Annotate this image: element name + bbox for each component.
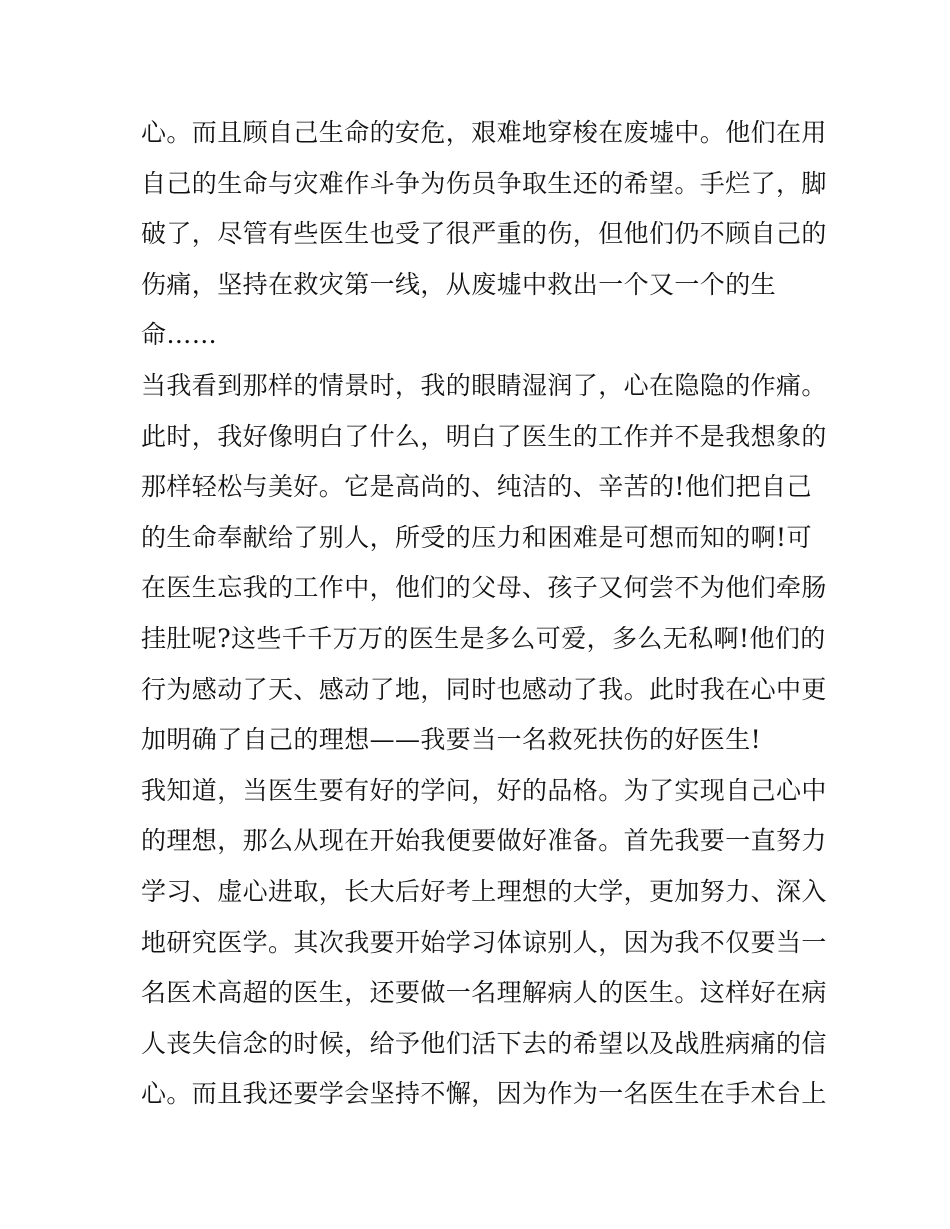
text-line: 学习、虚心进取，长大后好考上理想的大学，更加努力、深入	[141, 876, 827, 906]
text-line: 心。而且我还要学会坚持不懈，因为作为一名医生在手术台上	[141, 1079, 827, 1109]
text-line: 的生命奉献给了别人，所受的压力和困难是可想而知的啊!可	[141, 522, 812, 552]
text-line: 破了，尽管有些医生也受了很严重的伤，但他们仍不顾自己的	[141, 219, 827, 249]
text-line: 伤痛，坚持在救灾第一线，从废墟中救出一个又一个的生	[141, 269, 777, 299]
text-line: 那样轻松与美好。它是高尚的、纯洁的、辛苦的!他们把自己	[141, 472, 812, 502]
text-line: 加明确了自己的理想——我要当一名救死扶伤的好医生!	[141, 725, 762, 755]
text-line: 当我看到那样的情景时，我的眼睛湿润了，心在隐隐的作痛。	[141, 370, 827, 400]
text-line: 人丧失信念的时候，给予他们活下去的希望以及战胜病痛的信	[141, 1028, 827, 1058]
text-line: 心。而且顾自己生命的安危，艰难地穿梭在废墟中。他们在用	[141, 118, 827, 147]
text-line: 此时，我好像明白了什么，明白了医生的工作并不是我想象的	[141, 421, 827, 451]
essay-text	[141, 108, 827, 1120]
text-line: 名医术高超的医生，还要做一名理解病人的医生。这样好在病	[141, 978, 827, 1008]
text-line: 我知道，当医生要有好的学问，好的品格。为了实现自己心中	[141, 775, 827, 805]
text-line: 的理想，那么从现在开始我便要做好准备。首先我要一直努力	[141, 826, 827, 856]
text-line: 行为感动了天、感动了地，同时也感动了我。此时我在心中更	[141, 674, 827, 704]
text-line: 挂肚呢?这些千千万万的医生是多么可爱，多么无私啊!他们的	[141, 623, 826, 653]
text-line: 自己的生命与灾难作斗争为伤员争取生还的希望。手烂了，脚	[141, 168, 827, 198]
text-line: 命……	[141, 320, 218, 350]
text-line: 在医生忘我的工作中，他们的父母、孩子又何尝不为他们牵肠	[141, 573, 827, 603]
text-line: 地研究医学。其次我要开始学习体谅别人，因为我不仅要当一	[141, 927, 827, 957]
